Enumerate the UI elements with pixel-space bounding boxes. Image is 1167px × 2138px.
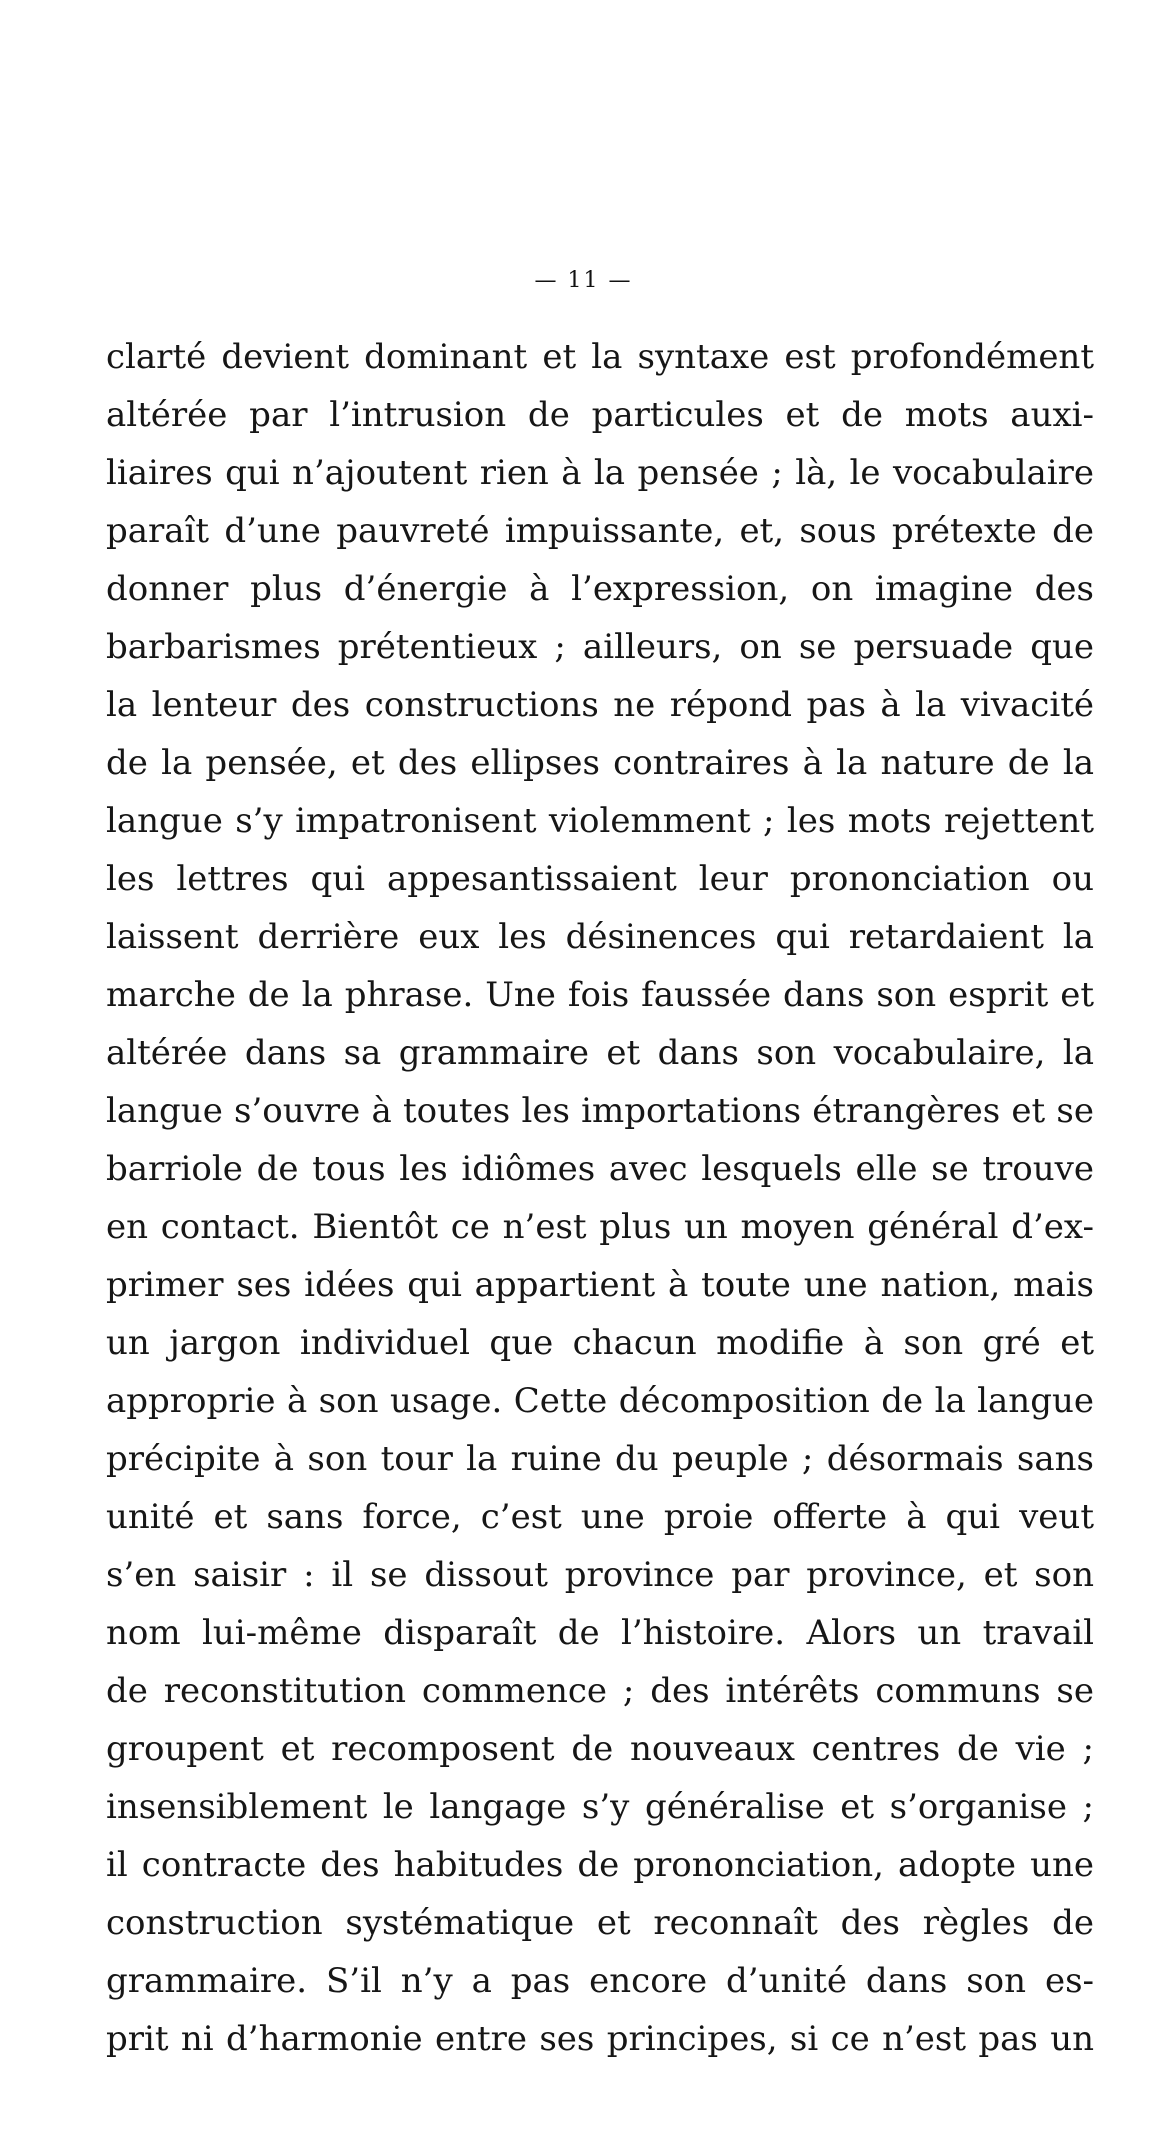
text-line: primer ses idées qui appartient à toute une nation, mais — [106, 1265, 1094, 1305]
text-line: clarté devient dominant et la syntaxe est profondément — [106, 337, 1094, 377]
text-line: marche de la phrase. Une fois faussée dans son esprit et — [106, 975, 1094, 1015]
text-line: la lenteur des constructions ne répond pas à la vivacité — [106, 685, 1094, 725]
text-line: de la pensée, et des ellipses contraires à la nature de la — [106, 743, 1094, 783]
text-line: langue s’y impatronisent violemment ; les mots rejettent — [106, 801, 1094, 841]
text-line: altérée dans sa grammaire et dans son vocabulaire, la — [106, 1033, 1094, 1073]
text-line: altérée par l’intrusion de particules et de mots auxi- — [106, 395, 1094, 435]
text-line: construction systématique et reconnaît des règles de — [106, 1903, 1094, 1943]
text-line: unité et sans force, c’est une proie offerte à qui veut — [106, 1497, 1094, 1537]
text-line: il contracte des habitudes de prononciation, adopte une — [106, 1845, 1094, 1885]
text-line: groupent et recomposent de nouveaux centres de vie ; — [106, 1729, 1094, 1769]
text-line: les lettres qui appesantissaient leur prononciation ou — [106, 859, 1094, 899]
text-line: barriole de tous les idiômes avec lesquels elle se trouve — [106, 1149, 1094, 1189]
text-line: approprie à son usage. Cette décomposition de la langue — [106, 1381, 1094, 1421]
text-line: prit ni d’harmonie entre ses principes, si ce n’est pas un — [106, 2019, 1094, 2059]
page-number: — 11 — — [534, 268, 633, 293]
text-line: nom lui-même disparaît de l’histoire. Alors un travail — [106, 1613, 1094, 1653]
text-line: barbarismes prétentieux ; ailleurs, on se persuade que — [106, 627, 1094, 667]
text-line: laissent derrière eux les désinences qui retardaient la — [106, 917, 1094, 957]
text-line: paraît d’une pauvreté impuissante, et, sous prétexte de — [106, 511, 1094, 551]
text-line: s’en saisir : il se dissout province par province, et son — [106, 1555, 1094, 1595]
body-text — [106, 328, 1094, 2068]
text-line: insensiblement le langage s’y généralise et s’organise ; — [106, 1787, 1094, 1827]
text-line: donner plus d’énergie à l’expression, on imagine des — [106, 569, 1094, 609]
text-line: liaires qui n’ajoutent rien à la pensée ; là, le vocabulaire — [106, 453, 1094, 493]
text-line: en contact. Bientôt ce n’est plus un moyen général d’ex- — [106, 1207, 1094, 1247]
text-line: un jargon individuel que chacun modifie à son gré et — [106, 1323, 1094, 1363]
text-line: précipite à son tour la ruine du peuple ; désormais sans — [106, 1439, 1094, 1479]
text-line: grammaire. S’il n’y a pas encore d’unité dans son es- — [106, 1961, 1094, 2001]
text-line: langue s’ouvre à toutes les importations étrangères et se — [106, 1091, 1094, 1131]
text-line: de reconstitution commence ; des intérêts communs se — [106, 1671, 1094, 1711]
